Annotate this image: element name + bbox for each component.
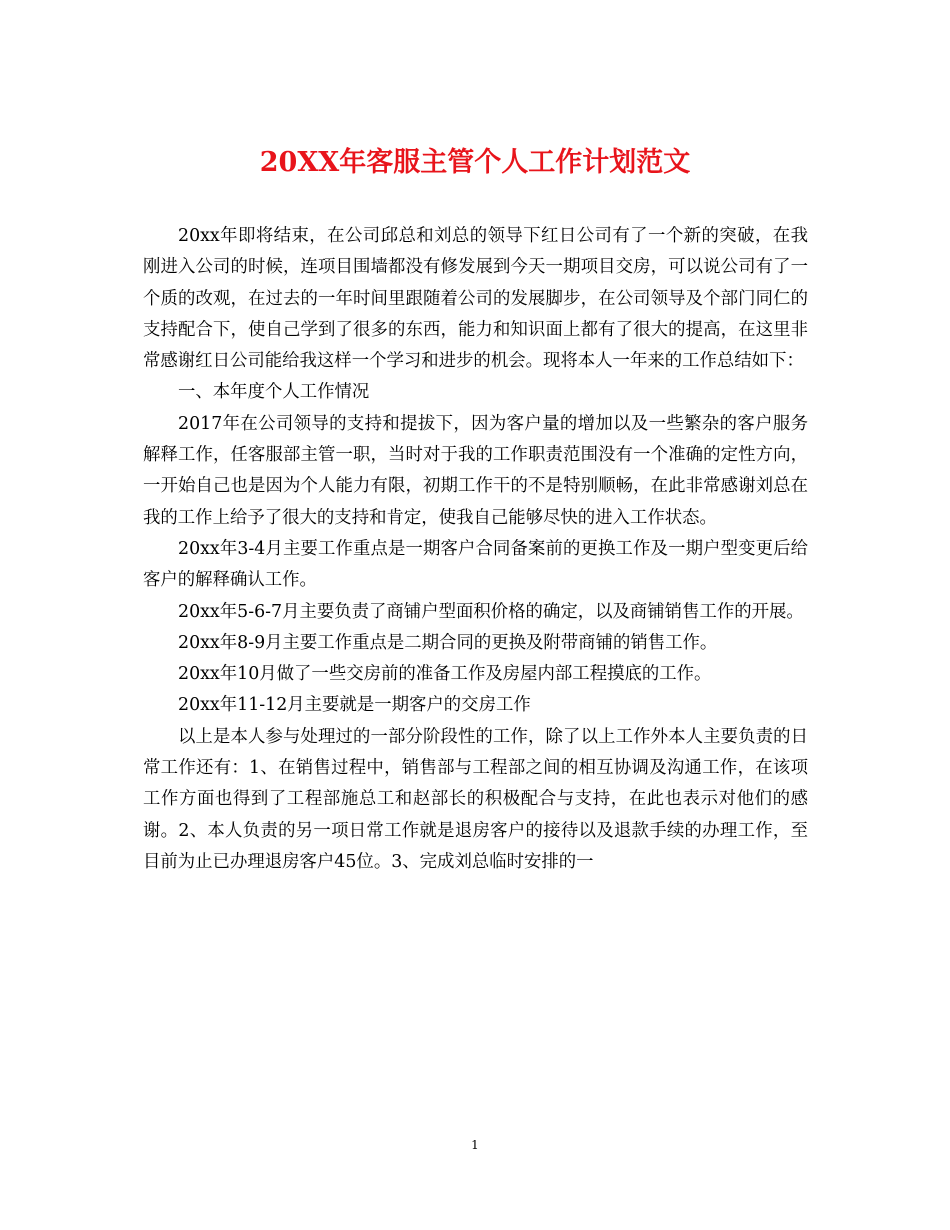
document-body: [143, 221, 808, 878]
paragraph: 20xx年10月做了一些交房前的准备工作及房屋内部工程摸底的工作。: [178, 664, 712, 685]
paragraph: 以上是本人参与处理过的一部分阶段性的工作，除了以上工作外本人主要负责的日常工作还有：1、在销售过程中，销售部与工程部之间的相互协调及沟通工作，在该项工作方面也得到了工程部施总工和赵部长的积极配合与支持，在此也表示对他们的感谢。2、本人负责的另一项日常工作就是退房客户的接待以及退款手续的办理工作，至目前为止已办理退房客户45位。3、完成刘总临时安排的一: [143, 726, 808, 872]
paragraph: 20xx年11-12月主要就是一期客户的交房工作: [178, 695, 531, 716]
paragraph-intro: 20xx年即将结束，在公司邱总和刘总的领导下红日公司有了一个新的突破，在我刚进入公司的时候，连项目围墙都没有修发展到今天一期项目交房，可以说公司有了一个质的改观，在过去的一年时间里跟随着公司的发展脚步，在公司领导及个部门同仁的支持配合下，使自己学到了很多的东西，能力和知识面上都有了很大的提高，在这里非常感谢红日公司能给我这样一个学习和进步的机会。现将本人一年来的工作总结如下：: [143, 226, 808, 372]
page-number: 1: [471, 1138, 479, 1152]
paragraph: 20xx年3-4月主要工作重点是一期客户合同备案前的更换工作及一期户型变更后给客户的解释确认工作。: [143, 538, 808, 591]
paragraph: 2017年在公司领导的支持和提拔下，因为客户量的增加以及一些繁杂的客户服务解释工作，任客服部主管一职，当时对于我的工作职责范围没有一个准确的定性方向，一开始自己也是因为个人能力有限，初期工作干的不是特别顺畅，在此非常感谢刘总在我的工作上给予了很大的支持和肯定，使我自己能够尽快的进入工作状态。: [143, 413, 808, 528]
document-title: 20XX年客服主管个人工作计划范文: [259, 147, 691, 178]
paragraph: 20xx年8-9月主要工作重点是二期合同的更换及附带商铺的销售工作。: [178, 632, 718, 653]
section-heading: 一、本年度个人工作情况: [178, 382, 370, 403]
paragraph: 20xx年5-6-7月主要负责了商铺户型面积价格的确定，以及商铺销售工作的开展。: [178, 601, 804, 622]
